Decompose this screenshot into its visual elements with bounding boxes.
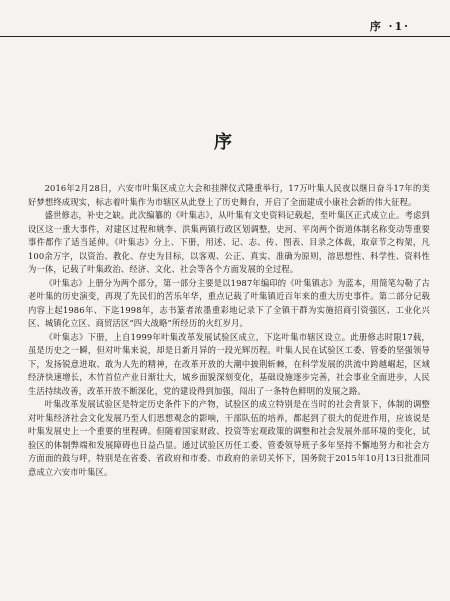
paragraph: 《叶集志》上册分为两个部分，第一部分主要是以1987年编印的《叶集镇志》为蓝本，用简笔勾勒了古老叶集的历史演变，再现了先民们的苦乐年华，重点记载了叶集镇近百年来的重大历史事件。第二部分记载内容上起1986年、下迄1998年，志书篆者浓墨重彩地记录下了全镇干群为实施招商引资强区、工业化兴区、城镇化立区、商贸活区“四大战略”所经历的火红岁月。: [28, 277, 430, 328]
page-title: 序: [214, 132, 236, 153]
paragraph: 《叶集志》下册，上自1999年叶集改革发展试验区成立，下迄叶集市辖区设立。此册修志时限17载，虽是历史之一瞬，但对叶集来说，却是日新月异的一段光辉历程。叶集人民在试验区工委、管委的坚强领导下，发扬锐意进取、敢为人先的精神，在改革开放的大潮中披荆斩棘，在科学发展的洪流中跨越崛起，区域经济快速增长，木竹首位产业日渐壮大，城乡面貌深刻变化，基础设施逐步完善，社会事业全面进步，人民生活持续改善，改革开放不断深化，党的建设得到加强，闯出了一条特色鲜明的发展之路。: [28, 331, 430, 396]
paragraph: 2016年2月28日，六安市叶集区成立大会和挂牌仪式隆重举行，17万叶集人民夜以继日奋斗17年的美好梦想终成现实，标志着叶集作为市辖区从此登上了历史舞台，开启了全面建成小康社会新的伟大征程。: [28, 183, 430, 207]
header-rule: [0, 36, 450, 37]
running-title: 序 ·1·: [369, 20, 410, 33]
paragraph: 叶集改革发展试验区是特定历史条件下的产物，试验区的成立特别是在当时的社会背景下，体制的调整对叶集经济社会文化发展乃至人们思想观念的影响，干部队伍的培养，都起到了很大的促进作用，应该说是叶集发展史上一个重要的里程碑。但随着国家财政、投资等宏观政策的调整和社会发展外部环境的变化，试验区的体制弊端和发展障碍也日益凸显。通过试验区历任工委、管委领导班子多年坚持不懈地努力和社会方方面面的鼓与呼，特别是在省委、省政府和市委、市政府的亲切关怀下，国务院于2015年10月13日批准同意成立六安市叶集区。: [28, 399, 430, 477]
running-header: [0, 6, 450, 36]
body-text: [28, 182, 430, 479]
paragraph: 盛世修志，补史之缺。此次编纂的《叶集志》，从叶集有文史资料记载起，至叶集区正式成立止。考虑到设区这一重大事件，对建区过程和姚李、洪集两镇行政区划调整，史河、平岗两个街道体制名称变动等重要事件都作了适当延伸。《叶集志》分上、下册，用述、记、志、传、图表、目录之体裁，取章节之构架，凡100余万字，以资治、教化、存史为目标，以客观、公正、真实、准确为原则，溶思想性、科学性、资料性为一体，记载了叶集政治、经济、文化、社会等各个方面发展的全过程。: [28, 210, 430, 274]
